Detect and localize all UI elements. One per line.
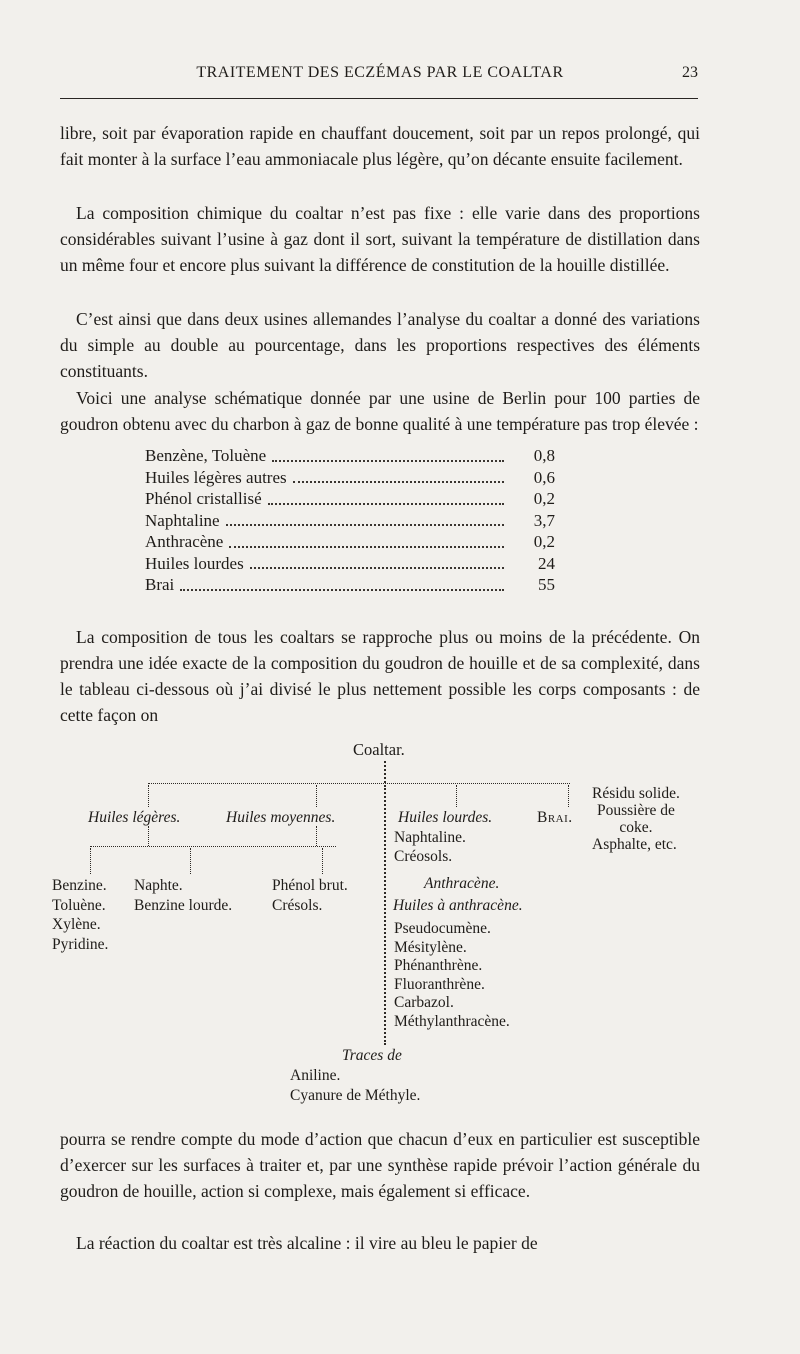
- component-name: Huiles légères autres: [145, 467, 287, 487]
- list-item: Mésitylène.: [394, 938, 467, 956]
- moyennes-list-a: [134, 876, 232, 915]
- list-item: Carbazol.: [394, 994, 454, 1011]
- paragraph-6: pourra se rendre compte du mode d’action que chacun d’eux en particulier est susceptible d’exercer sur les surfaces à traiter et, par une synthèse rapide prévoir l’action générale du goudron de houille, action si complexe, mais également si efficace.: [60, 1129, 700, 1201]
- huiles-legeres-label: Huiles légères.: [88, 809, 181, 826]
- lourdes-bottom-list: [394, 920, 510, 1031]
- connector: [456, 785, 457, 807]
- residu-line: coke.: [619, 819, 653, 836]
- huiles-lourdes-label: Huiles lourdes.: [398, 809, 493, 826]
- component-name: Phénol cristallisé: [145, 489, 262, 508]
- residu-line: Asphalte, etc.: [592, 836, 677, 853]
- connector: [316, 826, 317, 846]
- list-item: Fluoranthrène.: [394, 975, 485, 993]
- component-name: Benzène, Toluène: [145, 446, 267, 465]
- list-item: Crésols.: [272, 896, 323, 914]
- component-value: 0,2: [533, 532, 555, 551]
- brai-label: Brai.: [537, 809, 573, 826]
- connector: [384, 785, 386, 1045]
- lourdes-top-list: [394, 828, 466, 866]
- residu-column: [592, 785, 680, 853]
- connector: [316, 785, 317, 807]
- list-item: Pyridine.: [52, 935, 109, 953]
- residu-line: Résidu solide.: [592, 785, 680, 802]
- component-value: 24: [538, 553, 555, 573]
- anthracene-label: Anthracène.: [424, 875, 500, 892]
- component-value: 0,6: [533, 467, 555, 487]
- list-item: Pseudocumène.: [394, 920, 491, 937]
- connector: [148, 785, 149, 807]
- list-item: Toluène.: [52, 896, 106, 914]
- list-item: Aniline.: [290, 1067, 341, 1084]
- list-item: Naphte.: [134, 877, 183, 894]
- component-name: Huiles lourdes: [145, 553, 244, 573]
- component-value: 3,7: [533, 510, 555, 530]
- page-number: 23: [682, 64, 698, 81]
- paragraph-1: libre, soit par évaporation rapide en chauffant doucement, soit par un repos prolongé, qui fait monter à la surface l’eau ammoniacale plus légère, qu’on décante ensuite facilement.: [60, 123, 700, 169]
- connector: [90, 848, 91, 874]
- component-name: Anthracène: [145, 532, 224, 551]
- paragraph-7: La réaction du coaltar est très alcaline : il vire au bleu le papier de: [76, 1233, 538, 1253]
- connector: [568, 785, 569, 807]
- connector: [148, 826, 149, 846]
- legeres-list: [52, 876, 108, 954]
- paragraph-4: Voici une analyse schématique donnée par une usine de Berlin pour 100 parties de goudron obtenu avec du charbon à gaz de bonne qualité à une température pas trop élevée :: [60, 388, 700, 434]
- list-item: Créosols.: [394, 848, 453, 865]
- component-name: Naphtaline: [145, 510, 220, 530]
- connector: [90, 846, 336, 847]
- paragraph-2: La composition chimique du coaltar n’est pas fixe : elle varie dans des proportions considérables suivant l’usine à gaz dont il sort, suivant la température de distillation dans un même four et encore plus suivant la différence de constitution de la houille distillée.: [60, 203, 700, 275]
- component-name: Brai: [145, 575, 175, 594]
- list-item: Xylène.: [52, 916, 101, 933]
- diagram-root: Coaltar.: [353, 740, 405, 759]
- component-value: 0,8: [533, 446, 555, 465]
- list-item: Benzine.: [52, 877, 107, 894]
- list-item: Naphtaline.: [394, 829, 466, 846]
- connector: [384, 761, 386, 783]
- paragraph-5: La composition de tous les coaltars se rapproche plus ou moins de la précédente. On prendra une idée exacte de la composition du goudron de houille et de sa complexité, dans le tableau ci-dessous où j’ai divisé le plus nettement possible les corps composants : de cette façon on: [60, 627, 700, 725]
- traces-list: [290, 1066, 420, 1106]
- list-item: Benzine lourde.: [134, 896, 233, 914]
- list-item: Phénanthrène.: [394, 957, 483, 974]
- huiles-anthracene-label: Huiles à anthracène.: [393, 897, 523, 914]
- connector: [148, 783, 570, 784]
- component-value: 0,2: [533, 489, 555, 508]
- moyennes-list-b: [272, 876, 348, 915]
- connector: [322, 848, 323, 874]
- traces-label: Traces de: [342, 1047, 402, 1064]
- running-title: TRAITEMENT DES ECZÉMAS PAR LE COALTAR: [196, 64, 564, 81]
- paragraph-3: C’est ainsi que dans deux usines allemandes l’analyse du coaltar a donné des variations du simple au double au pourcentage, dans les proportions respectives des éléments constituants.: [60, 309, 700, 381]
- huiles-moyennes-label: Huiles moyennes.: [226, 809, 336, 826]
- connector: [190, 848, 191, 874]
- component-value: 55: [538, 575, 555, 594]
- residu-line: Poussière de: [596, 802, 675, 819]
- list-item: Méthylanthracène.: [394, 1012, 510, 1030]
- list-item: Phénol brut.: [272, 877, 348, 894]
- list-item: Cyanure de Méthyle.: [290, 1087, 421, 1104]
